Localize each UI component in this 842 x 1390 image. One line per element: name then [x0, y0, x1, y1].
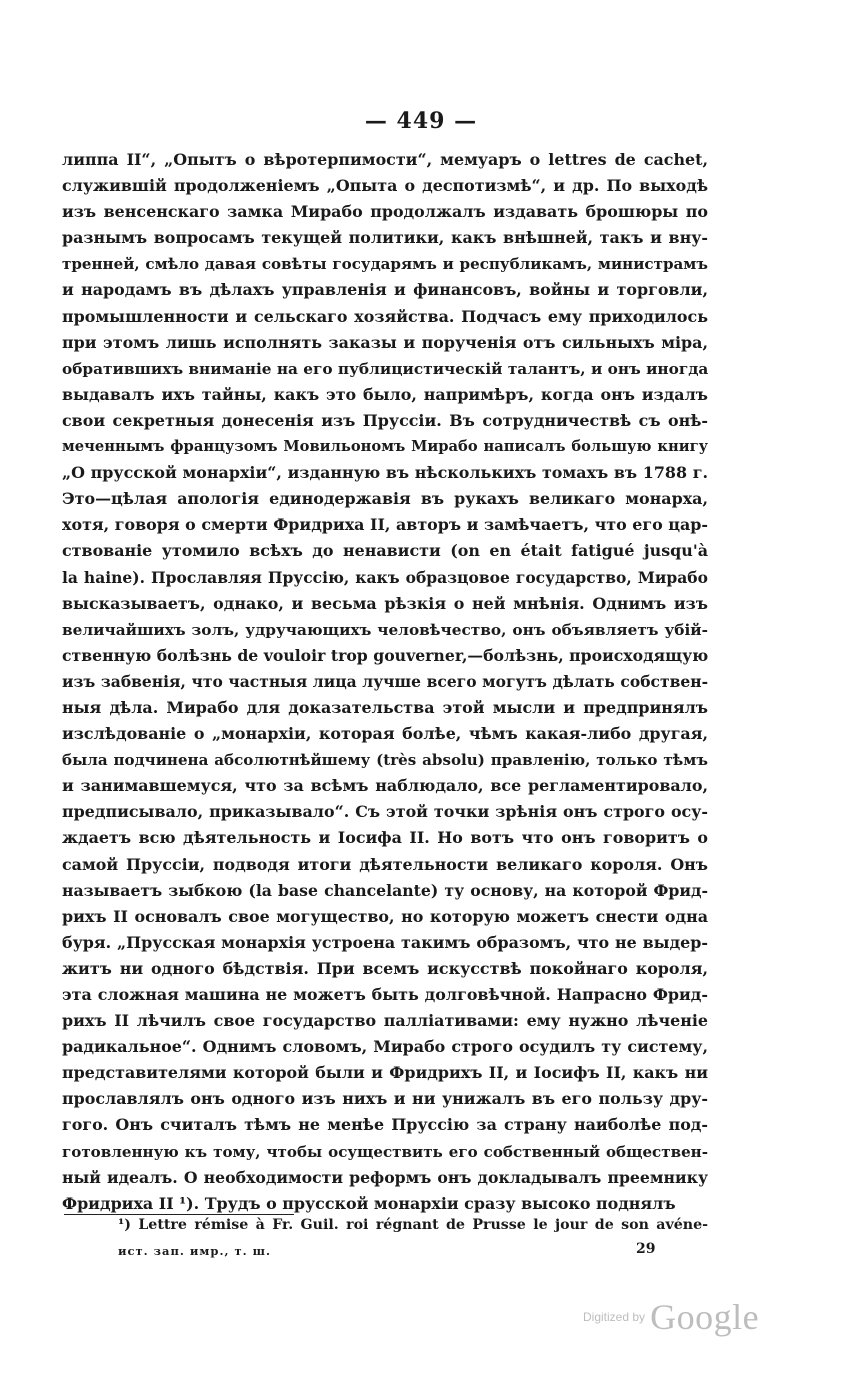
text-line: гого. Онъ считалъ тѣмъ не менѣе Пруссію за страну наиболѣе под- — [62, 1115, 708, 1135]
text-line: изъ забвенія, что частныя лица лучше всего могутъ дѣлать собствен- — [62, 671, 708, 691]
text-line: и занимавшемуся, что за всѣмъ наблюдало, все регламентировало, — [62, 776, 708, 796]
text-line: при этомъ лишь исполнять заказы и порученія отъ сильныхъ міра, — [62, 332, 708, 352]
text-line: свои секретныя донесенія изъ Пруссіи. Въ сотрудничествѣ съ онѣ- — [62, 410, 708, 430]
page-number: — 449 — — [364, 108, 478, 134]
text-line: была подчинена абсолютнѣйшему (très absolu) правленію, только тѣмъ — [62, 751, 708, 770]
text-line: „О прусской монархіи“, изданную въ нѣсколькихъ томахъ въ 1788 г. — [62, 463, 708, 483]
text-line: служившій продолженіемъ „Опыта о деспотизмѣ“, и др. По выходѣ — [62, 176, 708, 196]
text-line: обратившихъ вниманіе на его публицистическій талантъ, и онъ иногда — [62, 359, 709, 378]
text-line: ственную болѣзнь de vouloir trop gouverner,—болѣзнь, происходящую — [62, 645, 709, 665]
body-text — [62, 147, 708, 1217]
text-line: изслѣдованіе о „монархіи, которая болѣе, чѣмъ какая-либо другая, — [62, 724, 708, 744]
text-line: изъ венсенскаго замка Мирабо продолжалъ издавать брошюры по — [62, 202, 708, 222]
text-line: la haine). Прославляя Пруссію, какъ образцовое государство, Мирабо — [62, 567, 708, 587]
text-line: предписывало, приказывало“. Съ этой точки зрѣнія онъ строго осу- — [62, 802, 708, 822]
text-line: Фридриха II ¹). Трудъ о прусской монархіи сразу высоко поднялъ — [62, 1193, 676, 1213]
text-line: буря. „Прусская монархія устроена такимъ образомъ, что не выдер- — [62, 932, 708, 952]
text-line: рихъ II лѣчилъ свое государство палліативами: ему нужно лѣченіе — [62, 1011, 708, 1031]
text-line: представителями которой были и Фридрихъ II, и Іосифъ II, какъ ни — [62, 1063, 708, 1083]
footnote: ¹) Lettre rémise à Fr. Guil. roi régnant de Prusse le jour de son avéne- — [118, 1217, 708, 1233]
text-line: Это—цѣлая апологія единодержавія въ рукахъ великаго монарха, — [62, 489, 708, 509]
text-line: эта сложная машина не можетъ быть долговѣчной. Напрасно Фрид- — [62, 985, 708, 1004]
text-line: меченнымъ французомъ Мовильономъ Мирабо написалъ большую книгу — [62, 438, 708, 456]
footnote-divider — [64, 1214, 294, 1215]
signature-mark: ист. зап. имр., т. ш. — [118, 1244, 271, 1258]
text-line: самой Пруссіи, подводя итоги дѣятельности великаго короля. Онъ — [62, 854, 708, 874]
text-line: ный идеалъ. О необходимости реформъ онъ докладывалъ преемнику — [62, 1167, 708, 1187]
text-line: житъ ни одного бѣдствія. При всемъ искусствѣ покойнаго короля, — [62, 958, 708, 978]
text-line: промышленности и сельскаго хозяйства. Подчасъ ему приходилось — [62, 306, 708, 326]
sheet-number: 29 — [636, 1241, 656, 1257]
digitized-by-google-watermark — [583, 1296, 759, 1338]
text-line: величайшихъ золъ, удручающихъ человѣчество, онъ объявляетъ убій- — [62, 620, 708, 639]
watermark-digitized-label: Digitized by — [583, 1310, 646, 1324]
google-logo: Google — [650, 1297, 760, 1337]
text-line: ствованіе утомило всѣхъ до ненависти (on en était fatigué jusqu'à — [62, 541, 708, 561]
text-line: называетъ зыбкою (la base chancelante) ту основу, на которой Фрид- — [62, 880, 708, 900]
text-line: выдавалъ ихъ тайны, какъ это было, напримѣръ, когда онъ издалъ — [62, 384, 708, 404]
text-line: ныя дѣла. Мирабо для доказательства этой мысли и предпринялъ — [62, 697, 708, 717]
text-line: липпа II“, „Опытъ о вѣротерпимости“, мемуаръ о lettres de cachet, — [62, 150, 708, 169]
text-line: тренней, смѣло давая совѣты государямъ и республикамъ, министрамъ — [62, 255, 708, 274]
text-line: высказываетъ, однако, и весьма рѣзкія о ней мнѣнія. Однимъ изъ — [62, 593, 708, 613]
text-line: и народамъ въ дѣлахъ управленія и финансовъ, войны и торговли, — [62, 280, 708, 300]
text-line: ждаетъ всю дѣятельность и Іосифа II. Но вотъ что онъ говоритъ о — [62, 828, 708, 848]
text-line: разнымъ вопросамъ текущей политики, какъ внѣшней, такъ и вну- — [62, 228, 708, 248]
text-line: хотя, говоря о смерти Фридриха II, авторъ и замѣчаетъ, что его цар- — [62, 515, 708, 535]
text-line: готовленную къ тому, чтобы осуществить его собственный обществен- — [62, 1142, 708, 1161]
text-line: прославлялъ онъ одного изъ нихъ и ни унижалъ въ его пользу дру- — [62, 1089, 708, 1109]
text-line: рихъ II основалъ свое могущество, но которую можетъ снести одна — [62, 906, 708, 926]
text-line: радикальное“. Однимъ словомъ, Мирабо строго осудилъ ту систему, — [62, 1037, 708, 1057]
